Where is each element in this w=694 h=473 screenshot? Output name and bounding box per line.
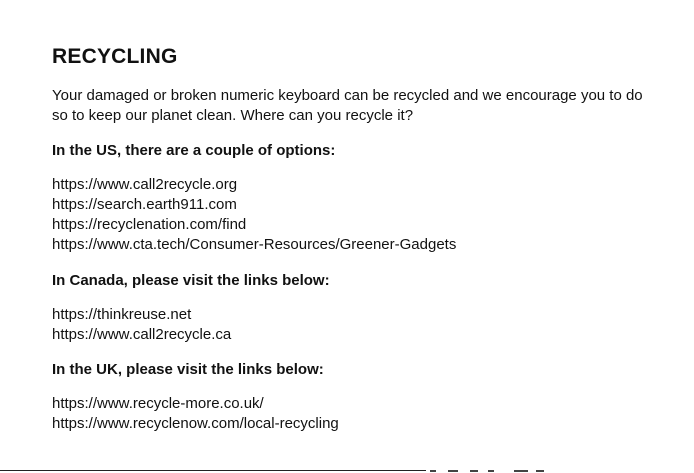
link-call2recycle-ca[interactable]: https://www.call2recycle.ca [52, 326, 232, 343]
footer-mark [536, 470, 544, 472]
link-recyclenow[interactable]: https://www.recyclenow.com/local-recycling [52, 415, 339, 432]
link-list-us [52, 175, 662, 255]
list-item [52, 215, 662, 235]
footer-mark [488, 470, 494, 472]
link-list-uk [52, 394, 662, 434]
link-cta-tech[interactable]: https://www.cta.tech/Consumer-Resources/Greener-Gadgets [52, 236, 457, 253]
link-thinkreuse[interactable]: https://thinkreuse.net [52, 306, 192, 323]
link-list-canada [52, 305, 662, 345]
link-earth911[interactable]: https://search.earth911.com [52, 196, 237, 213]
footer-mark [470, 470, 478, 472]
list-item [52, 195, 662, 215]
link-recycle-more[interactable]: https://www.recycle-more.co.uk/ [52, 395, 264, 412]
section-canada [52, 271, 662, 345]
recycling-document [52, 44, 662, 434]
list-item [52, 175, 662, 195]
section-heading-us: In the US, there are a couple of options: [52, 142, 336, 159]
section-heading-canada: In Canada, please visit the links below: [52, 272, 330, 289]
section-us [52, 141, 662, 255]
section-heading-uk: In the UK, please visit the links below: [52, 361, 324, 378]
intro-paragraph: Your damaged or broken numeric keyboard can be recycled and we encourage you to do so to keep our planet clean. Where can you recycle it? [52, 87, 643, 124]
list-item [52, 235, 662, 255]
footer-mark [514, 470, 528, 472]
page-divider [0, 470, 426, 471]
footer-mark [430, 470, 436, 472]
section-uk [52, 360, 662, 434]
link-recyclenation[interactable]: https://recyclenation.com/find [52, 216, 247, 233]
cropped-footer-marks [430, 467, 550, 473]
page-title: RECYCLING [52, 45, 178, 68]
list-item [52, 325, 662, 345]
link-call2recycle-org[interactable]: https://www.call2recycle.org [52, 176, 238, 193]
list-item [52, 414, 662, 434]
footer-mark [448, 470, 458, 472]
list-item [52, 305, 662, 325]
list-item [52, 394, 662, 414]
